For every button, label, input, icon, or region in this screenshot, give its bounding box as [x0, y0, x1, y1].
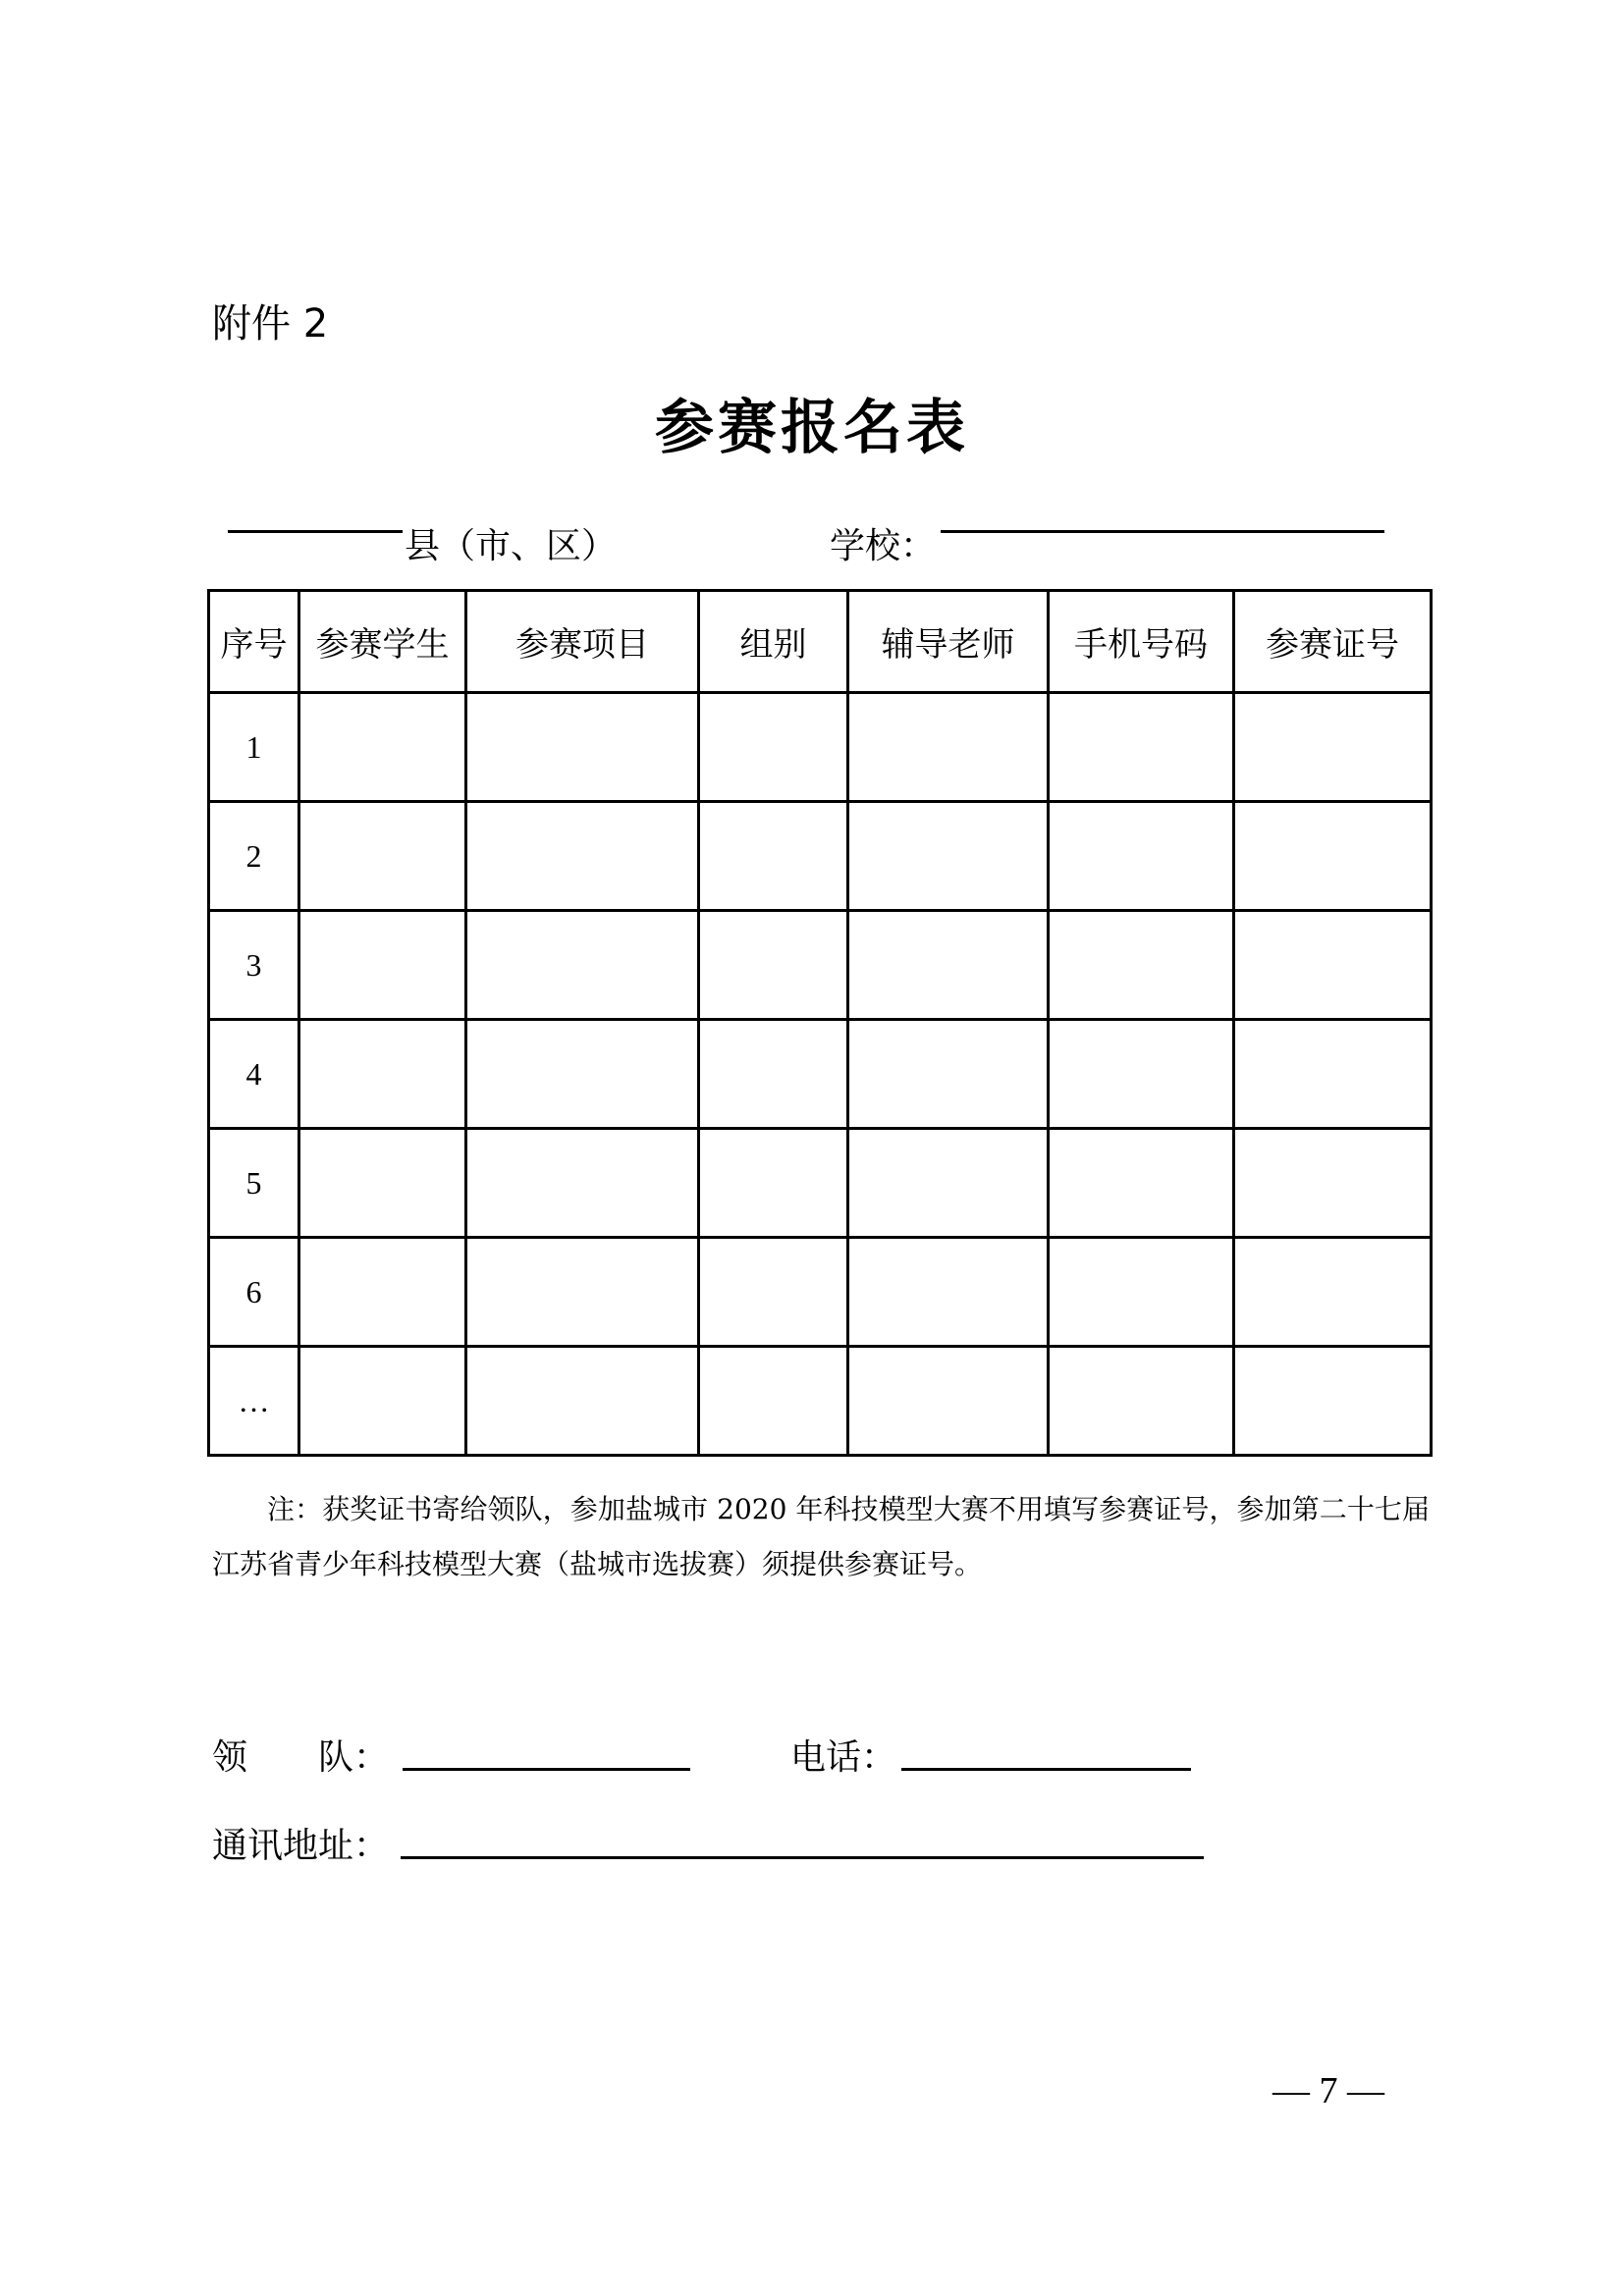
table-row: [209, 1020, 1432, 1129]
phone-cell[interactable]: [1049, 1129, 1234, 1238]
cert-cell[interactable]: [1234, 1020, 1432, 1129]
teacher-cell[interactable]: [848, 911, 1049, 1020]
table-header-row: [209, 591, 1432, 693]
group-cell[interactable]: [699, 693, 848, 802]
table-row: [209, 1238, 1432, 1347]
phone-cell[interactable]: [1049, 1238, 1234, 1347]
phone-cell[interactable]: [1049, 1347, 1234, 1456]
table-row: [209, 1347, 1432, 1456]
phone-input-line[interactable]: [901, 1768, 1191, 1771]
attachment-label: 附件 2: [212, 301, 329, 347]
teacher-cell[interactable]: [848, 1238, 1049, 1347]
address-label: 通讯地址：: [212, 1826, 390, 1866]
row-number: 1: [209, 693, 299, 802]
teacher-cell[interactable]: [848, 802, 1049, 911]
row-number: 4: [209, 1020, 299, 1129]
student-cell[interactable]: [299, 911, 466, 1020]
project-cell[interactable]: [466, 693, 699, 802]
form-title: 参赛报名表: [655, 394, 969, 462]
project-cell[interactable]: [466, 911, 699, 1020]
project-cell[interactable]: [466, 1129, 699, 1238]
project-cell[interactable]: [466, 1238, 699, 1347]
phone-cell[interactable]: [1049, 911, 1234, 1020]
project-cell[interactable]: [466, 1347, 699, 1456]
student-cell[interactable]: [299, 1238, 466, 1347]
student-cell[interactable]: [299, 693, 466, 802]
registration-table: [207, 589, 1433, 1457]
teacher-cell[interactable]: [848, 1129, 1049, 1238]
county-input-line[interactable]: [228, 530, 403, 533]
teacher-cell[interactable]: [848, 1347, 1049, 1456]
header-phone: 手机号码: [1049, 591, 1234, 693]
row-number: 3: [209, 911, 299, 1020]
cert-cell[interactable]: [1234, 911, 1432, 1020]
page-number: — 7 —: [1272, 2070, 1384, 2111]
phone-cell[interactable]: [1049, 802, 1234, 911]
header-student: 参赛学生: [299, 591, 466, 693]
group-cell[interactable]: [699, 1020, 848, 1129]
county-label: 县（市、区）: [405, 526, 618, 566]
cert-cell[interactable]: [1234, 693, 1432, 802]
header-teacher: 辅导老师: [848, 591, 1049, 693]
header-group: 组别: [699, 591, 848, 693]
table-row: [209, 911, 1432, 1020]
header-project: 参赛项目: [466, 591, 699, 693]
table-row: [209, 693, 1432, 802]
cert-cell[interactable]: [1234, 802, 1432, 911]
row-number: 5: [209, 1129, 299, 1238]
student-cell[interactable]: [299, 1347, 466, 1456]
student-cell[interactable]: [299, 1129, 466, 1238]
table-row: [209, 1129, 1432, 1238]
group-cell[interactable]: [699, 1347, 848, 1456]
project-cell[interactable]: [466, 1020, 699, 1129]
student-cell[interactable]: [299, 802, 466, 911]
cert-cell[interactable]: [1234, 1129, 1432, 1238]
row-number: …: [209, 1347, 299, 1456]
form-note: 注：获奖证书寄给领队，参加盐城市 2020 年科技模型大赛不用填写参赛证号，参加第二十七届江苏省青少年科技模型大赛（盐城市选拔赛）须提供参赛证号。: [212, 1493, 1430, 1580]
school-label: 学校：: [830, 526, 937, 566]
phone-cell[interactable]: [1049, 693, 1234, 802]
table-row: [209, 802, 1432, 911]
project-cell[interactable]: [466, 802, 699, 911]
group-cell[interactable]: [699, 911, 848, 1020]
teacher-cell[interactable]: [848, 693, 1049, 802]
cert-cell[interactable]: [1234, 1347, 1432, 1456]
address-input-line[interactable]: [401, 1856, 1204, 1859]
group-cell[interactable]: [699, 1129, 848, 1238]
leader-input-line[interactable]: [403, 1768, 690, 1771]
row-number: 6: [209, 1238, 299, 1347]
phone-cell[interactable]: [1049, 1020, 1234, 1129]
header-cert: 参赛证号: [1234, 591, 1432, 693]
header-seq: 序号: [209, 591, 299, 693]
teacher-cell[interactable]: [848, 1020, 1049, 1129]
cert-cell[interactable]: [1234, 1238, 1432, 1347]
school-input-line[interactable]: [941, 530, 1384, 533]
group-cell[interactable]: [699, 1238, 848, 1347]
student-cell[interactable]: [299, 1020, 466, 1129]
leader-label: 领 队：: [212, 1737, 390, 1778]
group-cell[interactable]: [699, 802, 848, 911]
phone-label: 电话：: [790, 1737, 897, 1778]
row-number: 2: [209, 802, 299, 911]
